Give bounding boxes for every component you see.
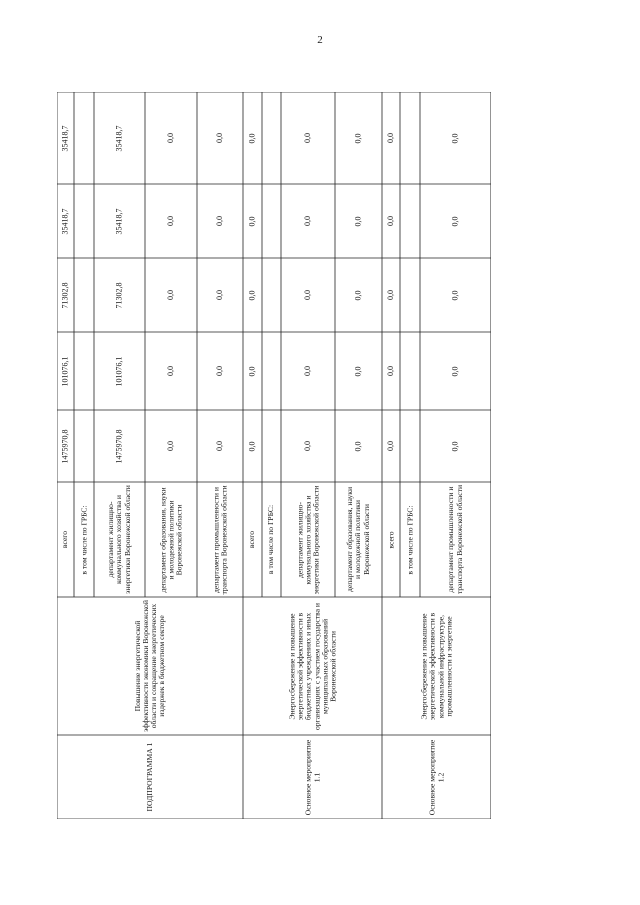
table-cell-value: 0,0 xyxy=(450,133,460,143)
table-cell-value: 0,0 xyxy=(165,290,175,300)
table-cell-value: 101076,1 xyxy=(114,356,124,386)
table-cell-value: 0,0 xyxy=(214,366,224,376)
budget-table xyxy=(57,92,491,819)
responsible-executor: всего xyxy=(247,530,257,549)
table-cell-value: 0,0 xyxy=(214,290,224,300)
table-cell-value xyxy=(263,412,280,480)
responsible-executor: департамент образования, науки и молодежной политики Воронежской области xyxy=(345,486,371,593)
responsible-executor: в том числе по ГРБС: xyxy=(78,504,88,575)
table-cell-value: 0,0 xyxy=(165,441,175,451)
table-cell-value: 0,0 xyxy=(385,133,395,143)
table-cell-value: 35418,7 xyxy=(114,125,124,151)
program-name: Основное мероприятие 1.1 xyxy=(303,739,321,815)
table-cell-value: 0,0 xyxy=(385,441,395,451)
responsible-executor: в том числе по ГРБС: xyxy=(404,504,414,575)
table-cell-value: 1475970,8 xyxy=(114,429,124,463)
table-cell-value xyxy=(75,260,93,330)
table-cell-value: 35418,7 xyxy=(114,208,124,234)
table-cell-value: 0,0 xyxy=(247,366,257,376)
table-cell-value: 0,0 xyxy=(450,366,460,376)
table-cell-value: 0,0 xyxy=(353,216,363,226)
table-cell-value: 0,0 xyxy=(353,290,363,300)
program-title: Энергосбережение и повышение энергетической эффективности в бюджетных учреждениях и иных организациях с участием государства и муниципальных образований Воронежской области xyxy=(286,602,337,730)
table-cell-value xyxy=(75,412,93,480)
responsible-executor: в том числе по ГРБС: xyxy=(266,504,276,575)
table-cell-value xyxy=(401,334,419,408)
program-name: ПОДПРОГРАММА 1 xyxy=(144,742,154,812)
table-cell-value xyxy=(75,334,93,408)
table-cell-value: 0,0 xyxy=(214,441,224,451)
table-cell-value: 0,0 xyxy=(302,133,312,143)
table-cell-value: 0,0 xyxy=(353,366,363,376)
table-cell-value: 0,0 xyxy=(302,290,312,300)
table-cell-value xyxy=(263,260,280,330)
table-cell-value: 0,0 xyxy=(165,133,175,143)
table-cell-value: 0,0 xyxy=(450,441,460,451)
program-name: Основное мероприятие 1.2 xyxy=(427,739,445,815)
table-cell-value: 1475970,8 xyxy=(60,429,70,463)
table-cell-value: 0,0 xyxy=(385,366,395,376)
table-cell-value xyxy=(401,186,419,256)
table-cell-value xyxy=(401,94,419,182)
table-cell-value: 0,0 xyxy=(385,290,395,300)
table-cell-value xyxy=(263,334,280,408)
table-cell-value: 0,0 xyxy=(302,216,312,226)
table-cell-value: 0,0 xyxy=(450,216,460,226)
table-cell-value: 101076,1 xyxy=(60,356,70,386)
table-cell-value: 0,0 xyxy=(302,366,312,376)
table-cell-value: 71302,8 xyxy=(114,282,124,308)
table-cell-value xyxy=(401,412,419,480)
responsible-executor: департамент промышленности и транспорта Воронежской области xyxy=(210,484,228,595)
table-cell-value xyxy=(401,260,419,330)
table-cell-value: 0,0 xyxy=(353,441,363,451)
table-cell-value xyxy=(75,186,93,256)
table-cell-value: 0,0 xyxy=(247,216,257,226)
table-cell-value: 0,0 xyxy=(214,216,224,226)
table-cell-value: 0,0 xyxy=(385,216,395,226)
table-cell-value: 0,0 xyxy=(214,133,224,143)
responsible-executor: всего xyxy=(60,530,70,549)
table-cell-value xyxy=(75,94,93,182)
table-cell-value: 35418,7 xyxy=(60,208,70,234)
responsible-executor: департамент промышленности и транспорта Воронежской области xyxy=(446,484,464,595)
table-cell-value: 0,0 xyxy=(165,216,175,226)
responsible-executor: департамент образования, науки и молодежной политики Воронежской области xyxy=(157,486,184,593)
page-number: 2 xyxy=(317,34,323,46)
table-cell-value: 0,0 xyxy=(302,441,312,451)
table-cell-value: 0,0 xyxy=(247,290,257,300)
table-cell-value: 71302,8 xyxy=(60,282,70,308)
table-cell-value: 0,0 xyxy=(450,290,460,300)
table-cell-value: 0,0 xyxy=(165,366,175,376)
responsible-executor: департамент жилищно-коммунального хозяйства и энергетики Воронежской области xyxy=(106,485,132,594)
program-title: Энергосбережение и повышение энергетической эффективности в коммунальной инфраструктуре, промышленности и энергетике xyxy=(419,612,453,720)
table-cell-value: 0,0 xyxy=(353,133,363,143)
table-cell-value xyxy=(263,186,280,256)
table-cell-value: 0,0 xyxy=(247,133,257,143)
program-title: Повышение энергетической эффективности экономики Воронежской области и сокращение энергетических издержек в бюджетном секторе xyxy=(132,600,167,732)
responsible-executor: департамент жилищно-коммунального хозяйства и энергетики Воронежской области xyxy=(294,485,321,594)
responsible-executor: всего xyxy=(385,530,395,549)
table-cell-value xyxy=(263,94,280,182)
table-cell-value: 0,0 xyxy=(247,441,257,451)
table-cell-value: 35418,7 xyxy=(60,125,70,151)
